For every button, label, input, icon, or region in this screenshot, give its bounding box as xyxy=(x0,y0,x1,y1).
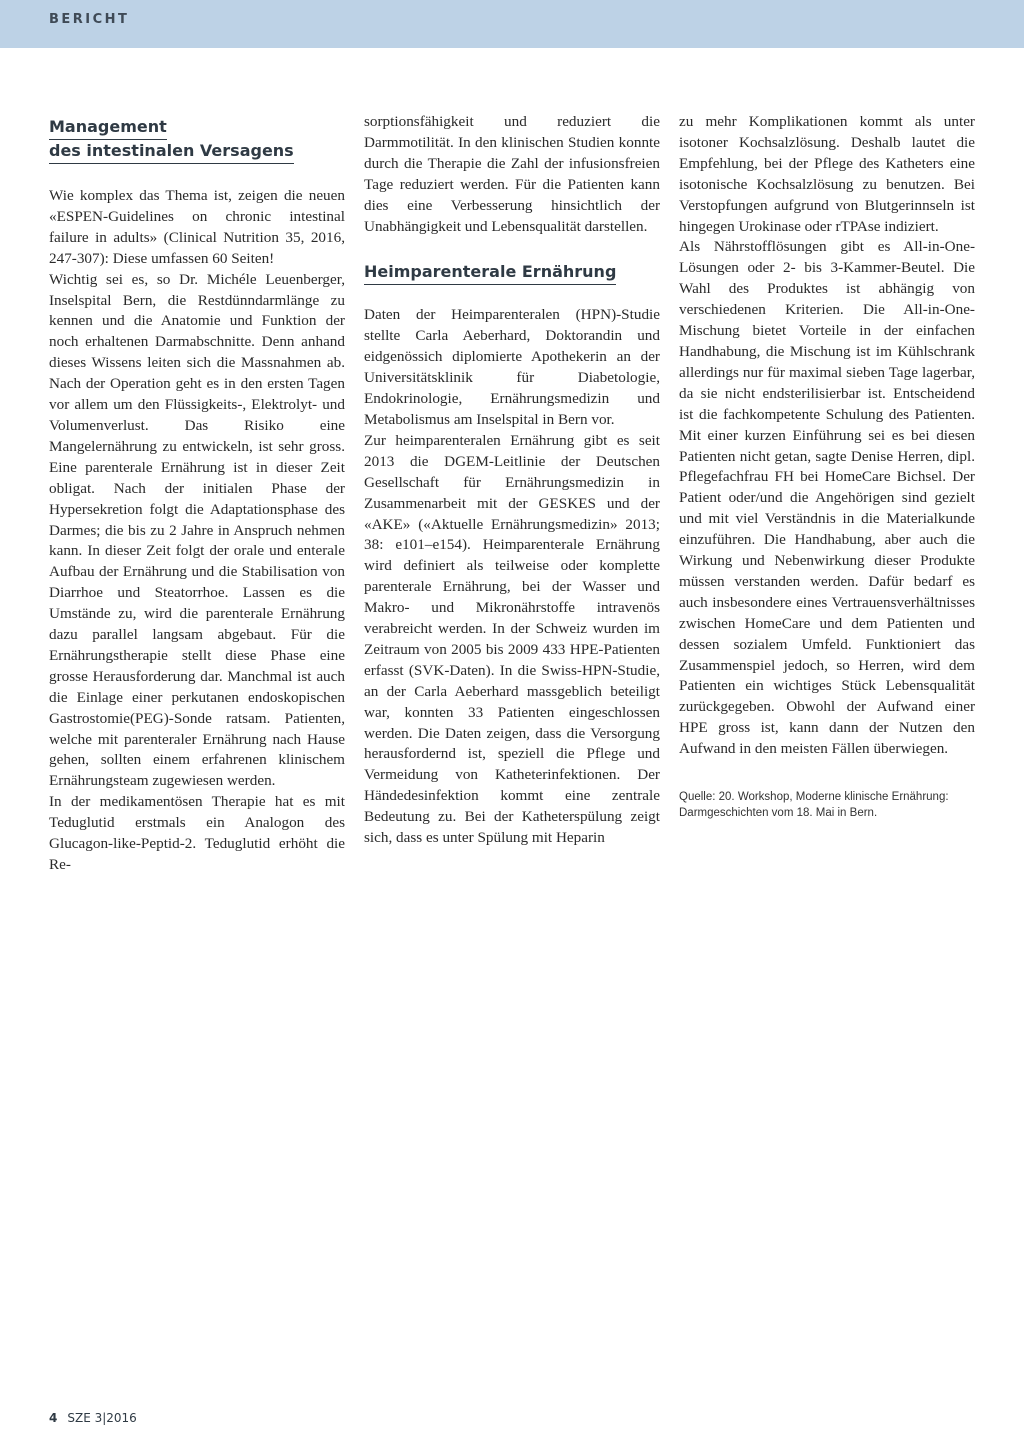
page-number: 4 xyxy=(49,1411,58,1425)
paragraph: Wie komplex das Thema ist, zeigen die neuen «ESPEN-Guidelines on chronic intestinal failure in adults» (Clinical Nutrition 35, 2016, 247-307): Diese umfassen 60 Seiten! xyxy=(49,187,345,267)
paragraph: Als Nährstofflösungen gibt es All-in-One-Lösungen oder 2- bis 3-Kammer-Beutel. Die Wahl des Produktes ist abhängig von verschiedenen Kriterien. Die All-in-One-Mischung bietet Vorteile in der einfachen Handhabung, die Mischung ist im Kühlschrank allerdings nur für maximal sieben Tage lagerbar, da sie nicht endsterilisierbar ist. Entscheidend ist die fachkompetente Schulung des Patienten. Mit einer kurzen Einführung sei es bei diesen Patienten nicht getan, sagte Denise Herren, dipl. Pflegefachfrau FH bei HomeCare Bichsel. Der Patient oder/und die Angehörigen sind gezielt und mit viel Verständnis in die Materialkunde einzuführen. Die Handhabung, aber auch die Wirkung und Nebenwirkung dieser Produkte müssen verstanden werden. Dafür bedarf es auch insbesondere eines Vertrauensverhältnisses zwischen HomeCare und dem Patienten und dessen sozialem Umfeld. Funktioniert das Zusammenspiel jedoch, so Herren, wird dem Patienten ein wichtiges Stück Lebensqualität zurückgegeben. Obwohl der Aufwand einer HPE gross ist, kann dann der Nutzen den Aufwand in den meisten Fällen überwiegen. xyxy=(679,238,975,758)
section-heading-management xyxy=(49,116,345,164)
paragraph: Zur heimparenteralen Ernährung gibt es seit 2013 die DGEM-Leitlinie der Deutschen Gesellschaft für Ernährungsmedizin in Zusammenarbeit mit der GESKES und der «AKE» («Aktuelle Ernährungsmedizin» 2013; 38: e101–e154). Heimparenterale Ernährung wird definiert als teilweise oder komplette parenterale Ernährung, bei der Wasser und Makro- und Mikronährstoffe intravenös verabreicht werden. In der Schweiz wurden im Zeitraum von 2005 bis 2009 433 HPE-Patienten erfasst (SVK-Daten). In die Swiss-HPN-Studie, an der Carla Aeberhard massgeblich beteiligt war, konnten 33 Patienten eingeschlossen werden. Die Daten zeigen, dass die Versorgung herausfordernd ist, speziell die Pflege und Vermeidung von Katheterinfektionen. Der Händedesinfektion kommt eine zentrale Bedeutung zu. Bei der Katheterspülung zeigt sich, dass es unter Spülung mit Heparin xyxy=(364,431,660,847)
paragraph: zu mehr Komplikationen kommt als unter isotoner Kochsalzlösung. Deshalb lautet die Empfehlung, bei der Pflege des Katheters eine isotonische Kochsalzlösung zu benutzen. Bei Verstopfungen aufgrund von Blutgerinnseln ist hingegen Urokinase oder rTPAse indiziert. xyxy=(679,113,975,235)
journal-issue: SZE 3|2016 xyxy=(67,1411,137,1425)
paragraph: In der medikamentösen Therapie hat es mit Teduglutid erstmals ein Analogon des Glucagon-like-Peptid-2. Teduglutid erhöht die Re- xyxy=(49,793,345,873)
heading-line-1: Management xyxy=(49,116,167,140)
paragraph: Wichtig sei es, so Dr. Michéle Leuenberger, Inselspital Bern, die Restdünndarmlänge zu kennen und die Anatomie und Funktion der noch erhaltenen Darmabschnitte. Denn anhand dieses Wissens leiten sich die Massnahmen ab. Nach der Operation geht es in den ersten Tagen vor allem um den Flüssigkeits-, Elektrolyt- und Volumenverlust. Das Risiko eine Mangelernährung zu entwickeln, ist sehr gross. Eine parenterale Ernährung ist in dieser Zeit obligat. Nach der initialen Phase der Hypersekretion folgt die Adaptationsphase des Darmes; die bis zu 2 Jahre in Anspruch nehmen kann. In dieser Zeit folgt der orale und enterale Aufbau der Ernährung und die Stabilisation von Diarrhoe und Steatorrhoe. Lassen es die Umstände zu, wird die parenterale Ernährung dazu parallel langsam abgebaut. Für die Ernährungstherapie stellt diese Phase eine grosse Herausforderung dar. Manchmal ist auch die Einlage einer perkutanen endoskopischen Gastrostomie(PEG)-Sonde ratsam. Patienten, welche mit parenteraler Ernährung nach Hause gehen, sollten einem erfahrenen klinischem Ernährungsteam zugewiesen werden. xyxy=(49,270,345,790)
page-footer xyxy=(49,1411,137,1425)
source-note: Quelle: 20. Workshop, Moderne klinische Ernährung: Darmgeschichten vom 18. Mai in Bern. xyxy=(679,791,949,819)
heading-line-2: des intestinalen Versagens xyxy=(49,140,294,164)
column-2 xyxy=(364,112,660,849)
paragraph: Daten der Heimparenteralen (HPN)-Studie stellte Carla Aeberhard, Doktorandin und eidgenössich diplomierte Apothekerin an der Universitätsklinik für Diabetologie, Endokrinologie, Ernährungsmedizin und Metabolismus am Inselspital in Bern vor. xyxy=(364,306,660,428)
column-1 xyxy=(49,112,345,876)
section-heading-heimparenterale xyxy=(364,261,660,285)
heading-text: Heimparenterale Ernährung xyxy=(364,261,616,285)
paragraph: sorptionsfähigkeit und reduziert die Darmmotilität. In den klinischen Studien konnte durch die Therapie die Zahl der infusionsfreien Tage reduziert werden. Für die Patienten kann dies eine Verbesserung hinsichtlich der Unabhängigkeit und Lebensqualität darstellen. xyxy=(364,113,660,235)
column-3 xyxy=(679,112,975,821)
header-band xyxy=(0,0,1024,48)
section-label: BERICHT xyxy=(49,12,130,27)
